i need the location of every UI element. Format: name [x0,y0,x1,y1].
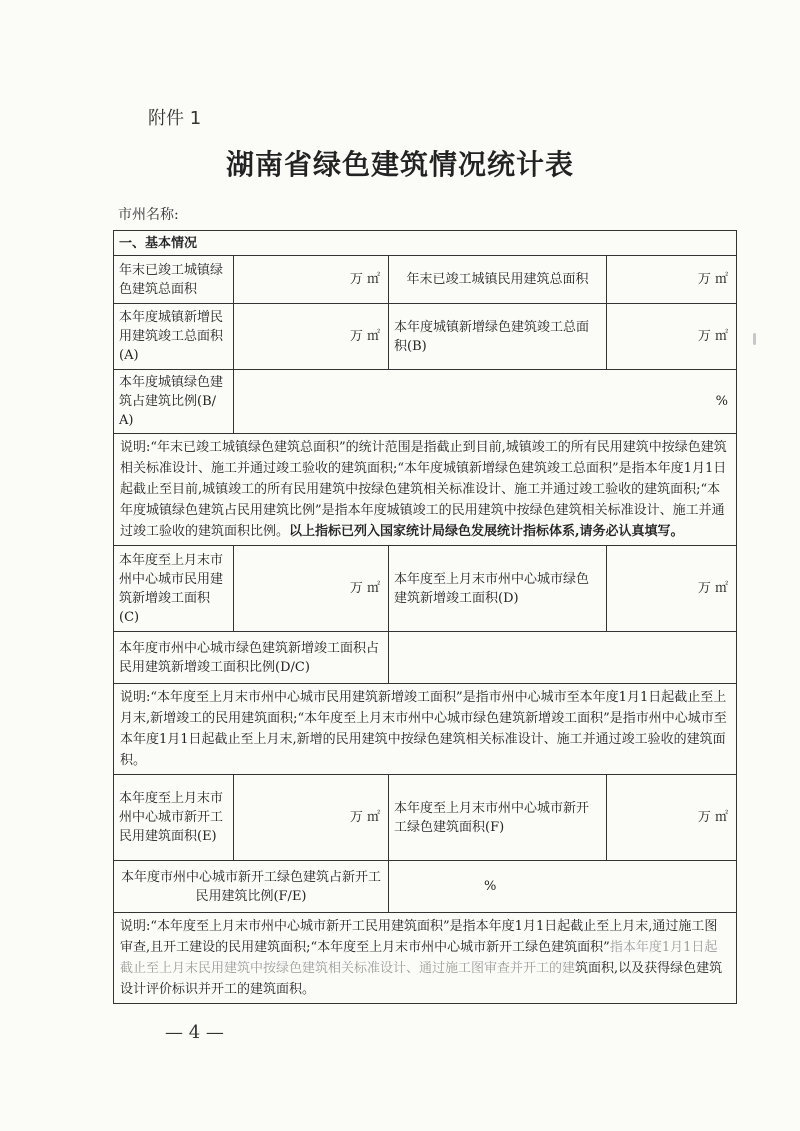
note-new-start [114,913,737,1004]
label-new-start-civil-area-e: 本年度至上月末市州中心城市新开工民用建筑面积(E) [114,775,234,861]
note-basic-info-emphasis: 以上指标已列入国家统计局绿色发展统计指标体系,请务必认真填写。 [289,524,684,539]
cell-new-start-civil-area-e[interactable]: 万 ㎡ [234,775,389,861]
label-green-ratio-ba: 本年度城镇绿色建筑占建筑比例(B/A) [114,370,234,434]
label-urban-green-total-area: 年末已竣工城镇绿色建筑总面积 [114,256,234,304]
cell-urban-green-total-area[interactable]: 万 ㎡ [234,256,389,304]
label-center-city-civil-area-c: 本年度至上月末市州中心城市民用建筑新增竣工面积(C) [114,546,234,632]
cell-new-start-ratio-fe[interactable] [389,861,737,913]
page-number: — 4 — [165,1022,224,1043]
label-new-civil-area-a: 本年度城镇新增民用建筑竣工总面积(A) [114,304,234,370]
cell-green-ratio-ba[interactable]: % [234,370,737,434]
cell-center-city-ratio-dc[interactable] [389,632,737,684]
cell-center-city-civil-area-c[interactable]: 万 ㎡ [234,546,389,632]
attachment-label: 附件 1 [148,108,202,129]
unit-percent: % [484,879,497,894]
document-title: 湖南省绿色建筑情况统计表 [225,148,574,181]
margin-mark [753,333,756,345]
label-new-start-ratio-fe: 本年度市州中心城市新开工绿色建筑占新开工民用建筑比例(F/E) [114,861,389,913]
note-new-start-tail: 筑面积,以及获得绿色建筑设计评价标识并开工的建筑面积。 [120,961,723,997]
label-center-city-ratio-dc: 本年度市州中心城市绿色建筑新增竣工面积占民用建筑新增竣工面积比例(D/C) [114,632,389,684]
note-basic-info-text: 说明:“年末已竣工城镇绿色建筑总面积”的统计范围是指截止到目前,城镇竣工的所有民用建筑中按绿色建筑相关标准设计、施工并通过竣工验收的建筑面积;“本年度城镇新增绿色建筑竣工总面积”是指本年度1月1日起截止至目前,城镇竣工的所有民用建筑中按绿色建筑相关标准设计、施工并通过竣工验收的建筑面积;“本年度城镇绿色建筑占民用建筑比例”是指本年度城镇竣工的民用建筑中按绿色建筑相关标准设计、施工并通过竣工验收的建筑面积比例。 [120,440,727,539]
label-urban-civil-total-area: 年末已竣工城镇民用建筑总面积 [389,256,607,304]
cell-urban-civil-total-area[interactable]: 万 ㎡ [607,256,737,304]
label-new-start-green-area-f: 本年度至上月末市州中心城市新开工绿色建筑面积(F) [389,775,607,861]
note-new-start-text: 说明:“本年度至上月末市州中心城市新开工民用建筑面积”是指本年度1月1日起截止至上月末,通过施工图审查,且开工建设的民用建筑面积;“本年度至上月末市州中心城市新开工绿色建筑面积” [120,919,718,955]
cell-new-start-green-area-f[interactable]: 万 ㎡ [607,775,737,861]
cell-new-green-area-b[interactable]: 万 ㎡ [607,304,737,370]
section-basic-info-header: 一、基本情况 [114,231,737,256]
cell-new-civil-area-a[interactable]: 万 ㎡ [234,304,389,370]
cell-center-city-green-area-d[interactable]: 万 ㎡ [607,546,737,632]
note-center-city-completion: 说明:“本年度至上月末市州中心城市民用建筑新增竣工面积”是指市州中心城市至本年度1月1日起截止至上月末,新增竣工的民用建筑面积;“本年度至上月末市州中心城市绿色建筑新增竣工面积”是指市州中心城市至本年度1月1日起截止至上月末,新增的民用建筑中按绿色建筑相关标准设计、施工并通过竣工验收的建筑面积。 [114,684,737,775]
city-name-label: 市州名称: [118,207,179,223]
label-center-city-green-area-d: 本年度至上月末市州中心城市绿色建筑新增竣工面积(D) [389,546,607,632]
label-new-green-area-b: 本年度城镇新增绿色建筑竣工总面积(B) [389,304,607,370]
statistics-table [113,230,737,1004]
note-basic-info [114,434,737,546]
note-new-start-faded: 指本年度1月1日起截止至上月末民用建筑中按绿色建筑相关标准设计、通过施工图审查并开工的建 [120,940,718,976]
